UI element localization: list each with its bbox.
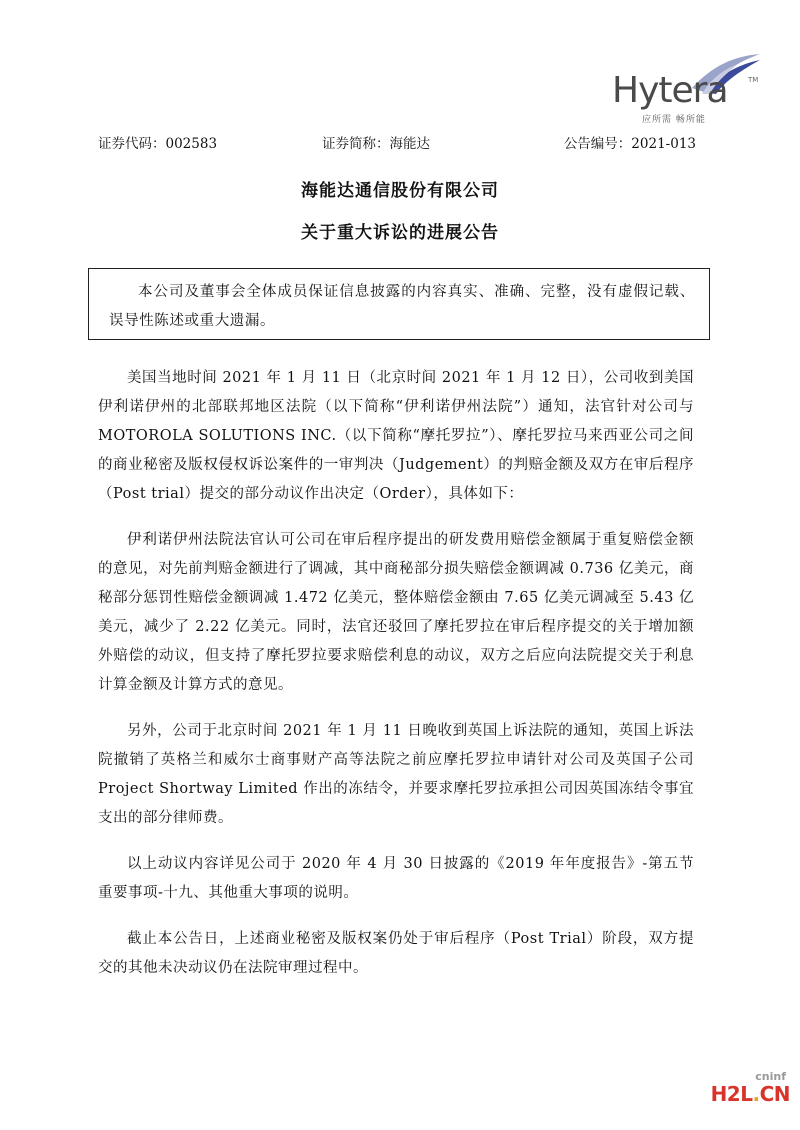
watermark-cninf: cninf xyxy=(755,1070,786,1083)
security-abbreviation: 证券简称：海能达 xyxy=(322,136,430,152)
security-code: 证券代码：002583 xyxy=(98,136,218,152)
logo-slogan: 应所需 畅所能 xyxy=(642,115,706,125)
announcement-number: 公告编号：2021-013 xyxy=(563,136,696,152)
announcement-body xyxy=(98,364,694,1000)
announcement-title: 关于重大诉讼的进展公告 xyxy=(301,223,499,243)
paragraph: 以上动议内容详见公司于 2020 年 4 月 30 日披露的《2019 年年度报告》-第五节 重要事项-十九、其他重大事项的说明。 xyxy=(98,856,694,901)
watermark-suffix: CN xyxy=(759,1082,790,1106)
company-logo xyxy=(612,48,762,128)
disclaimer-notice: 本公司及董事会全体成员保证信息披露的内容真实、准确、完整，没有虚假记载、误导性陈述或重大遗漏。 xyxy=(88,268,710,340)
logo-trademark: TM xyxy=(748,76,759,84)
logo-wordmark: Hytera xyxy=(612,70,728,111)
watermark-dot: . xyxy=(752,1082,760,1106)
paragraph: 美国当地时间 2021 年 1 月 11 日（北京时间 2021 年 1 月 12 日），公司收到美国伊利诺伊州的北部联邦地区法院（以下简称“伊利诺伊州法院”）通知，法官针对公司与 MOTOROLA SOLUTIONS INC.（以下简称“摩托罗拉”）、摩托罗拉马来西亚公司之间的商业秘密及版权侵权诉讼案件的一审判决（Judgement）的判赔金额及双方在审后程序（Post trial）提交的部分动议作出决定（Order），具体如下： xyxy=(98,370,694,502)
company-title: 海能达通信股份有限公司 xyxy=(301,181,499,201)
watermark-prefix: H2L xyxy=(710,1082,753,1106)
paragraph: 伊利诺伊州法院法官认可公司在审后程序提出的研发费用赔偿金额属于重复赔偿金额的意见，对先前判赔金额进行了调减，其中商秘部分损失赔偿金额调减 0.736 亿美元，商秘部分惩罚性赔偿金额调减 1.472 亿美元，整体赔偿金额由 7.65 亿美元调减至 5.43 亿美元，减少了 2.22 亿美元。同时，法官还驳回了摩托罗拉在审后程序提交的关于增加额外赔偿的动议，但支持了摩托罗拉要求赔偿利息的动议，双方之后应向法院提交关于利息计算金额及计算方式的意见。 xyxy=(98,532,694,693)
document-header xyxy=(98,132,696,152)
watermark-h2l xyxy=(711,1082,790,1106)
site-watermark xyxy=(690,1070,790,1120)
paragraph: 另外，公司于北京时间 2021 年 1 月 11 日晚收到英国上诉法院的通知，英国上诉法院撤销了英格兰和威尔士商事财产高等法院之前应摩托罗拉申请针对公司及英国子公司 Project Shortway Limited 作出的冻结令，并要求摩托罗拉承担公司因英国冻结令事宜支出的部分律师费。 xyxy=(98,723,694,826)
paragraph: 截止本公告日，上述商业秘密及版权案仍处于审后程序（Post Trial）阶段，双方提交的其他未决动议仍在法院审理过程中。 xyxy=(98,931,694,976)
